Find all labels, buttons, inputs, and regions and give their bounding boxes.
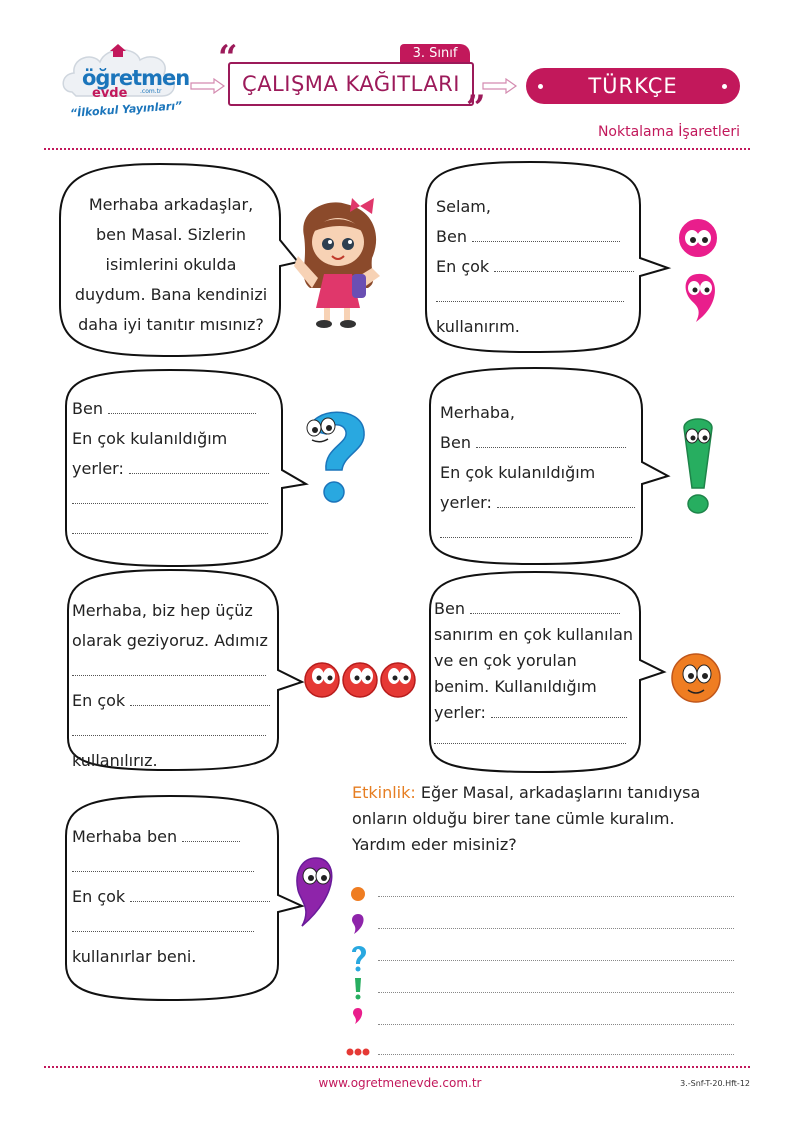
blank-line[interactable] [72, 721, 266, 736]
bubble-line: yerler: [440, 493, 492, 512]
writing-line[interactable] [378, 992, 734, 993]
footer-url[interactable]: www.ogretmenevde.com.tr [318, 1076, 482, 1090]
exclamation-mark-character-icon [676, 414, 720, 518]
logo-main-text: öğretmen [82, 66, 190, 90]
bubble-comma-purple [72, 822, 278, 972]
blank-line[interactable] [130, 691, 270, 706]
bubble-line: Ben [434, 599, 465, 618]
bubble-line: kullanılırız. [72, 751, 158, 770]
bubble-line: Merhaba, [440, 403, 515, 422]
blank-line[interactable] [108, 399, 256, 414]
writing-line[interactable] [378, 896, 734, 897]
blank-line[interactable] [130, 887, 270, 902]
writing-line[interactable] [378, 928, 734, 929]
logo-domain-text: .com.tr [140, 88, 162, 95]
bubble-line: Merhaba, biz hep üçüz [72, 601, 253, 620]
page-title: ÇALIŞMA KAĞITLARI [242, 72, 460, 96]
activity-text: Yardım eder misiniz? [352, 835, 517, 854]
blank-line[interactable] [491, 703, 627, 718]
blank-line[interactable] [494, 257, 634, 272]
bubble-ellipsis [72, 596, 278, 776]
blank-line[interactable] [182, 827, 240, 842]
blank-line[interactable] [440, 523, 632, 538]
intro-bubble [64, 190, 278, 340]
bubble-line: En çok kulanıldığım [72, 429, 228, 448]
blank-line[interactable] [470, 599, 620, 614]
bubble-line: En çok [72, 887, 126, 906]
blank-line[interactable] [129, 459, 269, 474]
question-mark-character-icon [300, 404, 372, 508]
bubble-line: yerler: [72, 459, 124, 478]
blank-line[interactable] [476, 433, 626, 448]
bubble-line: Merhaba arkadaşlar, [88, 195, 254, 214]
bubble-line: sanırım en çok kullanılan [434, 625, 634, 644]
small-icons-column [346, 880, 374, 1060]
comma-character-icon [290, 854, 338, 932]
bubble-line: kullanırım. [436, 317, 520, 336]
activity-label: Etkinlik: [352, 783, 416, 802]
subject-badge: TÜRKÇE [526, 68, 740, 104]
girl-character-icon [290, 196, 386, 332]
bubble-line: kullanırlar beni. [72, 947, 197, 966]
bubble-line: Ben [436, 227, 467, 246]
footer-code: 3.-Snf-T-20.Hft-12 [680, 1079, 750, 1088]
open-quote-icon: “ [218, 38, 238, 78]
ellipsis-character-icon [302, 656, 420, 702]
bubble-line: ben Masal. Sizlerin [95, 225, 247, 244]
exclamation-small-icon [355, 978, 361, 992]
bubble-line: En çok kulanıldığım [440, 463, 596, 482]
blank-line[interactable] [72, 489, 268, 504]
bubble-line: Ben [440, 433, 471, 452]
bubble-line: Ben [72, 399, 103, 418]
blank-line[interactable] [72, 661, 266, 676]
bubble-line: yerler: [434, 703, 486, 722]
bubble-line: Merhaba ben [72, 827, 178, 846]
bubble-comma [436, 192, 636, 342]
logo-sub-text: evde [92, 86, 128, 101]
topic-title: Noktalama İşaretleri [597, 124, 740, 140]
grade-badge: 3. Sınıf [400, 44, 470, 64]
bubble-exclamation [440, 398, 640, 548]
activity-text: Eğer Masal, arkadaşlarını tanıdıysa [415, 783, 701, 802]
bubble-line: En çok [436, 257, 490, 276]
close-quote-icon: ” [466, 88, 486, 128]
blank-line[interactable] [434, 729, 626, 744]
footer-divider [44, 1066, 750, 1068]
period-small-icon [351, 887, 365, 901]
bubble-line: Selam, [436, 197, 491, 216]
bubble-period [434, 596, 640, 752]
activity-instructions [352, 780, 752, 858]
bubble-line: benim. Kullanıldığım [434, 677, 597, 696]
bubble-line: daha iyi tanıtır mısınız? [78, 315, 264, 334]
logo-tagline: “İlkokul Yayınları” [69, 99, 183, 120]
bubble-line: isimlerini okulda [105, 255, 237, 274]
blank-line[interactable] [72, 917, 254, 932]
writing-line[interactable] [378, 1054, 734, 1055]
ellipsis-small-icon [347, 1049, 354, 1056]
question-small-icon [352, 946, 366, 964]
blank-line[interactable] [497, 493, 635, 508]
bubble-line: ve en çok yorulan [434, 651, 577, 670]
activity-text: onların olduğu birer tane cümle kuralım. [352, 809, 675, 828]
period-character-icon [668, 650, 724, 706]
writing-line[interactable] [378, 960, 734, 961]
comma-small-icon [352, 914, 364, 934]
blank-line[interactable] [436, 287, 624, 302]
comma-small-icon [353, 1008, 362, 1024]
bubble-question [72, 394, 278, 544]
bubble-line: olarak geziyoruz. Adımız [72, 631, 268, 650]
blank-line[interactable] [72, 519, 268, 534]
blank-line[interactable] [472, 227, 620, 242]
bubble-line: En çok [72, 691, 126, 710]
blank-line[interactable] [72, 857, 254, 872]
bubble-line: duydum. Bana kendinizi [74, 285, 268, 304]
comma-character-icon [674, 214, 726, 334]
writing-line[interactable] [378, 1024, 734, 1025]
